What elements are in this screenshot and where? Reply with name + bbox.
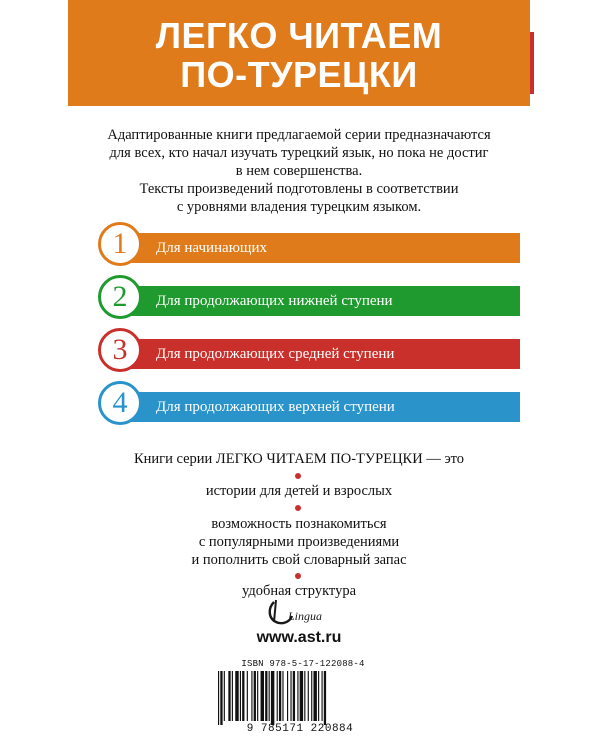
barcode-bar bbox=[322, 671, 323, 721]
barcode-bar bbox=[235, 671, 238, 721]
series-title bbox=[68, 16, 530, 94]
level-1-label: Для начинающих bbox=[156, 240, 267, 256]
barcode-bar bbox=[300, 671, 303, 721]
barcode-bar bbox=[247, 671, 248, 721]
barcode-bar bbox=[261, 671, 264, 721]
level-2 bbox=[98, 275, 538, 325]
lingua-logo-text: Lingua bbox=[288, 609, 323, 623]
barcode-bar bbox=[218, 671, 219, 725]
series-item-2 bbox=[68, 515, 530, 569]
series-title-line1: ЛЕГКО ЧИТАЕМ bbox=[155, 15, 443, 56]
barcode-bar bbox=[279, 671, 281, 721]
series-item-2-line: с популярными произведениями bbox=[198, 534, 400, 550]
bullet-dot bbox=[295, 505, 301, 511]
barcode-bar bbox=[269, 671, 270, 721]
barcode-bar bbox=[313, 671, 316, 721]
series-item-1: истории для детей и взрослых bbox=[205, 483, 393, 499]
level-3-number: 3 bbox=[98, 328, 142, 372]
intro-line: для всех, кто начал изучать турецкий язык, но пока не достиг bbox=[109, 145, 489, 161]
barcode-bar bbox=[271, 671, 274, 725]
barcode-bar bbox=[232, 671, 233, 721]
level-3 bbox=[98, 328, 538, 378]
barcode-bar bbox=[228, 671, 230, 721]
barcode-bar bbox=[242, 671, 244, 721]
intro-line: Адаптированные книги предлагаемой серии предназначаются bbox=[107, 127, 491, 143]
isbn: ISBN 978-5-17-122088-4 bbox=[241, 659, 365, 669]
website: www.ast.ru bbox=[256, 629, 342, 646]
level-4-number: 4 bbox=[98, 381, 142, 425]
lingua-logo bbox=[264, 596, 334, 630]
barcode-bar bbox=[297, 671, 298, 721]
level-3-label: Для продолжающих средней ступени bbox=[156, 346, 395, 362]
barcode-bar bbox=[240, 671, 241, 721]
barcode-bar bbox=[277, 671, 278, 721]
intro-line: с уровнями владения турецким языком. bbox=[176, 199, 422, 215]
barcode-bar bbox=[293, 671, 295, 721]
back-cover bbox=[68, 0, 530, 750]
intro-line: Тексты произведений подготовлены в соответствии bbox=[139, 181, 459, 197]
barcode-bar bbox=[220, 671, 222, 725]
barcode-bar bbox=[265, 671, 267, 721]
intro-text bbox=[68, 126, 530, 216]
level-4 bbox=[98, 381, 538, 431]
barcode-bar bbox=[311, 671, 312, 721]
cover-edge-accent bbox=[530, 32, 534, 94]
barcode-bar bbox=[324, 671, 326, 725]
barcode-bar bbox=[254, 671, 256, 721]
barcode bbox=[216, 671, 384, 725]
level-2-number: 2 bbox=[98, 275, 142, 319]
level-1-number: 1 bbox=[98, 222, 142, 266]
level-2-label: Для продолжающих нижней ступени bbox=[156, 293, 393, 309]
barcode-bar bbox=[251, 671, 252, 721]
barcode-bar bbox=[318, 671, 319, 721]
bullet-dot bbox=[295, 573, 301, 579]
level-1 bbox=[98, 222, 538, 272]
barcode-bar bbox=[257, 671, 258, 721]
barcode-bar bbox=[290, 671, 291, 721]
intro-line: в нем совершенства. bbox=[235, 163, 363, 179]
barcode-number: 9 785171 220884 bbox=[246, 723, 354, 735]
series-item-2-line: и пополнить свой словарный запас bbox=[191, 552, 407, 568]
barcode-bar bbox=[308, 671, 309, 721]
bullet-dot bbox=[295, 473, 301, 479]
level-4-label: Для продолжающих верхней ступени bbox=[156, 399, 395, 415]
title-banner bbox=[68, 0, 530, 106]
series-item-2-line: возможность познакомиться bbox=[211, 516, 387, 532]
barcode-bar bbox=[224, 671, 225, 721]
barcode-bar bbox=[287, 671, 288, 721]
series-title-line2: ПО-ТУРЕЦКИ bbox=[180, 54, 418, 95]
series-item-3: удобная структура bbox=[241, 583, 357, 599]
barcode-bar bbox=[282, 671, 283, 721]
barcode-bar bbox=[304, 671, 305, 721]
series-heading: Книги серии ЛЕГКО ЧИТАЕМ ПО-ТУРЕЦКИ — это bbox=[133, 451, 465, 467]
